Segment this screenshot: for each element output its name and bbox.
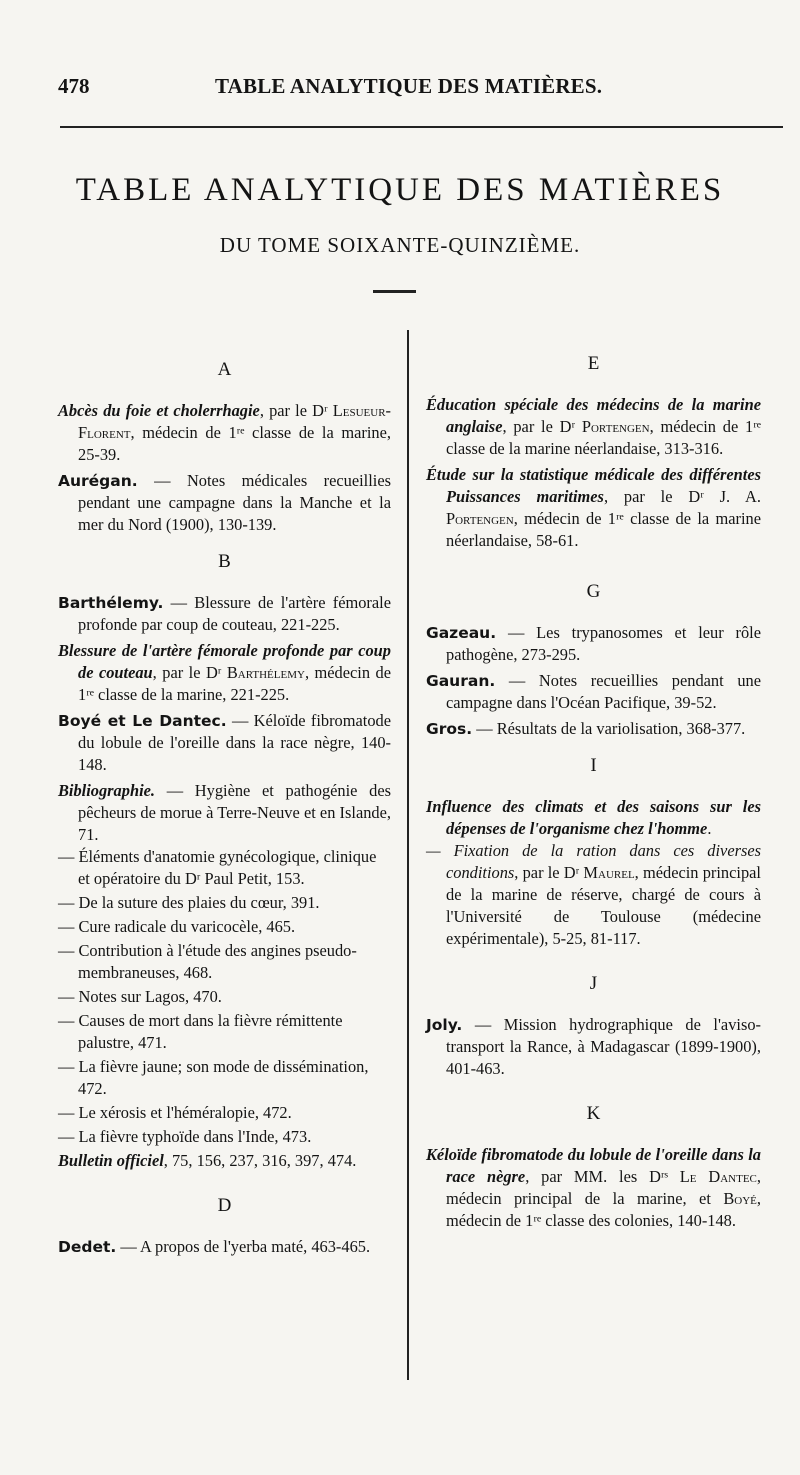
entry-headword: Aurégan. — [58, 472, 138, 490]
left-column — [58, 358, 391, 1262]
entry-title: Étude sur la statistique médicale des différentes Puissances maritimes — [426, 465, 761, 506]
index-entry-gazeau — [426, 622, 761, 666]
entry-text: . — [707, 819, 712, 838]
entry-text: , médecin de 1ʳᵉ classe de la marine néerlandaise, 58-61. — [446, 509, 761, 550]
entry-text: , médecin principal de la marine de réserve, chargé de cours à l'Université de Toulouse (médecine expérimentale), 5-25, 81-117. — [446, 863, 761, 948]
page-title: TABLE ANALYTIQUE DES MATIÈRES — [75, 172, 725, 208]
entry-title: Abcès du foie et cholerrhagie — [58, 401, 260, 420]
entry-text: — Blessure de l'artère fémorale profonde par coup de couteau, 221-225. — [78, 593, 391, 634]
entry-headword: Gauran. — [426, 672, 496, 690]
entry-text: — Hygiène et pathogénie des pêcheurs de morue à Terre-Neuve et en Islande, 71. — [78, 781, 391, 844]
sub-entry: — La fièvre typhoïde dans l'Inde, 473. — [58, 1127, 312, 1146]
entry-headword: Gazeau. — [426, 624, 497, 642]
sub-entry: — Cure radicale du varicocèle, 465. — [58, 917, 296, 936]
sub-entry: — Contribution à l'étude des angines pseudo-membraneuses, 468. — [58, 941, 357, 982]
right-column — [426, 352, 761, 1236]
entry-par: , par le Dʳ — [502, 417, 582, 436]
entry-author: Le Dantec — [679, 1167, 757, 1186]
entry-title: Influence des climats et des saisons sur les dépenses de l'organisme chez l'homme — [426, 797, 761, 838]
section-letter-g: G — [586, 581, 601, 602]
entry-title: Bibliographie. — [58, 781, 155, 800]
entry-text: — Les trypanosomes et leur rôle pathogène, 273-295. — [446, 623, 761, 664]
entry-author: Portengen — [581, 417, 650, 436]
entry-text: , médecin de 1ʳᵉ classe des colonies, 140-148. — [446, 1189, 761, 1230]
entry-par: , par MM. les Dʳˢ — [525, 1167, 680, 1186]
entry-title: — Fixation de la ration dans ces diverses conditions — [426, 841, 761, 882]
index-entry-blessure — [58, 640, 391, 706]
section-letter-j: J — [589, 973, 598, 994]
sub-entry: — De la suture des plaies du cœur, 391. — [58, 893, 320, 912]
entry-title: Blessure de l'artère fémorale profonde par coup de couteau — [58, 641, 391, 682]
entry-par: , par le Dʳ — [514, 863, 584, 882]
entry-text: , médecin de 1ʳᵉ classe de la marine néerlandaise, 313-316. — [446, 417, 761, 458]
entry-text: — Notes recueillies pendant une campagne dans l'Océan Pacifique, 39-52. — [446, 671, 761, 712]
index-entry-gros — [426, 718, 761, 740]
entry-text: — Résultats de la variolisation, 368-377. — [472, 719, 746, 738]
sub-entry: — La fièvre jaune; son mode de dissémination, 472. — [58, 1057, 369, 1098]
section-letter-b: B — [218, 551, 231, 572]
entry-headword: Gros. — [426, 720, 473, 738]
index-entry-abces — [58, 400, 391, 466]
sub-entry: — Éléments d'anatomie gynécologique, clinique et opératoire du Dʳ Paul Petit, 153. — [58, 847, 377, 888]
index-entry-gauran — [426, 670, 761, 714]
entry-headword: Barthélemy. — [58, 594, 164, 612]
entry-par: , par le Dʳ — [259, 401, 333, 420]
entry-text: — Notes médicales recueillies pendant une campagne dans la Manche et la mer du Nord (1900), 130-139. — [78, 471, 391, 534]
header-rule — [60, 126, 783, 128]
entry-text: , médecin de 1ʳᵉ classe de la marine, 25-39. — [78, 423, 391, 464]
index-entry-bibliographie — [58, 780, 391, 846]
section-letter-d: D — [217, 1195, 232, 1216]
entry-text: — Kéloïde fibromatode du lobule de l'oreille dans la race nègre, 140-148. — [78, 711, 391, 774]
running-title: TABLE ANALYTIQUE DES MATIÈRES. — [215, 74, 603, 98]
section-letter-e: E — [587, 353, 600, 374]
index-entry-barthelemy — [58, 592, 391, 636]
entry-author: Boyé — [723, 1189, 757, 1208]
entry-title: Bulletin officiel — [58, 1151, 164, 1170]
entry-title: Éducation spéciale des médecins de la marine anglaise — [426, 395, 761, 436]
index-entry-joly — [426, 1014, 761, 1080]
index-entry-etude — [426, 464, 761, 552]
entry-author: J. A. Portengen — [446, 487, 761, 528]
index-entry-bulletin — [58, 1150, 391, 1172]
running-head — [0, 74, 800, 104]
entry-title: Kéloïde fibromatode du lobule de l'oreille dans la race nègre — [426, 1145, 761, 1186]
entry-author: Lesueur-Florent — [78, 401, 391, 442]
index-entry-influence — [426, 796, 761, 840]
entry-headword: Boyé et Le Dantec. — [58, 712, 227, 730]
entry-text: , 75, 156, 237, 316, 397, 474. — [163, 1151, 357, 1170]
entry-text: — Mission hydrographique de l'aviso-transport la Rance, à Madagascar (1899-1900), 401-463. — [446, 1015, 761, 1078]
section-letter-a: A — [217, 359, 232, 380]
sub-entry: — Le xérosis et l'héméralopie, 472. — [58, 1103, 292, 1122]
index-entry-auregan — [58, 470, 391, 536]
index-entry-education — [426, 394, 761, 460]
entry-text: , médecin de 1ʳᵉ classe de la marine, 221-225. — [78, 663, 391, 704]
section-letter-k: K — [586, 1103, 601, 1124]
title-rule — [373, 290, 416, 293]
entry-headword: Dedet. — [58, 1238, 117, 1256]
index-entry-boye — [58, 710, 391, 776]
index-entry-keloide — [426, 1144, 761, 1232]
index-entry-dedet — [58, 1236, 391, 1258]
sub-entry: — Causes de mort dans la fièvre rémittente palustre, 471. — [58, 1011, 343, 1052]
entry-author: Barthélemy — [226, 663, 305, 682]
entry-author: Maurel — [583, 863, 635, 882]
entry-text: , médecin principal de la marine, et — [446, 1167, 761, 1208]
entry-par: , par le Dʳ — [603, 487, 720, 506]
entry-headword: Joly. — [426, 1016, 463, 1034]
column-divider — [407, 330, 409, 1380]
entry-par: , par le Dʳ — [152, 663, 227, 682]
sub-entry: — Notes sur Lagos, 470. — [58, 987, 222, 1006]
index-entry-fixation — [426, 840, 761, 950]
entry-text: — A propos de l'yerba maté, 463-465. — [116, 1237, 371, 1256]
section-letter-i: I — [590, 755, 597, 776]
page-number: 478 — [58, 74, 90, 98]
page-subtitle: DU TOME SOIXANTE-QUINZIÈME. — [219, 233, 581, 257]
